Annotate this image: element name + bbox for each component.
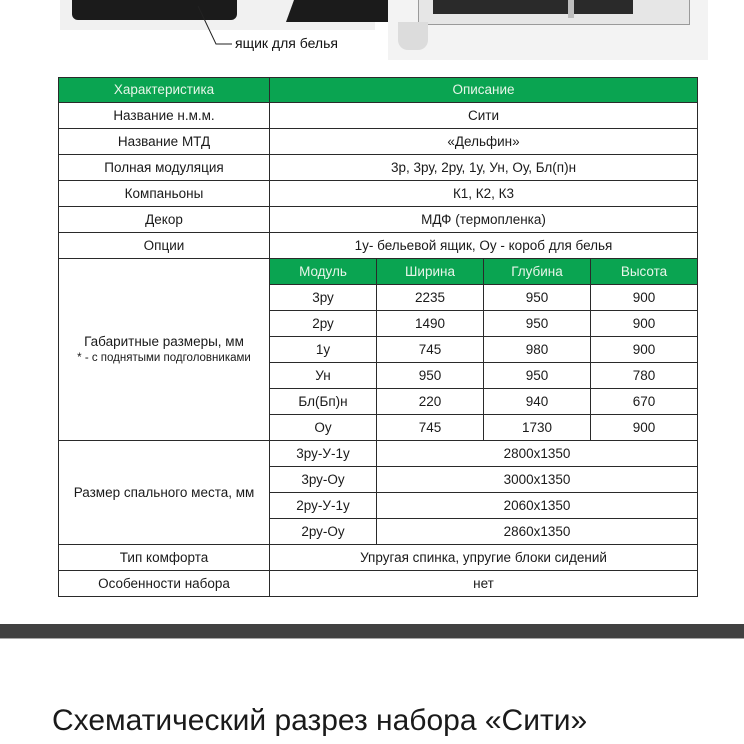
table-row [59,207,698,233]
table-row [59,441,698,467]
caption-leader-line [0,0,744,62]
cell-combination: 3ру-У-1у [270,441,377,467]
dimensions-note: * - с поднятыми подголовниками [77,351,251,364]
row-value: «Дельфин» [270,129,698,155]
table-row [59,103,698,129]
drawer-caption: ящик для белья [235,35,338,51]
cell-depth: 950 [484,311,591,337]
cell-module: 3ру [270,285,377,311]
row-label: Опции [59,233,270,259]
specification-table [58,77,698,597]
row-label: Название МТД [59,129,270,155]
table-row [59,155,698,181]
cell-height: 900 [591,311,698,337]
sleeping-size-label: Размер спального места, мм [59,441,270,545]
row-value: К1, К2, К3 [270,181,698,207]
table-row [59,129,698,155]
cell-width: 1490 [377,311,484,337]
table-row [59,571,698,597]
cell-height: 900 [591,285,698,311]
cell-sleeping-size: 2800х1350 [377,441,698,467]
cell-width: 950 [377,363,484,389]
cell-depth: 940 [484,389,591,415]
row-label: Компаньоны [59,181,270,207]
dimensions-label: Габаритные размеры, мм [84,333,244,349]
cell-module: Бл(Бп)н [270,389,377,415]
cell-height: 900 [591,415,698,441]
cell-height: 900 [591,337,698,363]
cell-sleeping-size: 3000х1350 [377,467,698,493]
cell-depth: 1730 [484,415,591,441]
cell-width: 220 [377,389,484,415]
cell-height: 780 [591,363,698,389]
row-label: Тип комфорта [59,545,270,571]
table-row [59,545,698,571]
cell-combination: 3ру-Оу [270,467,377,493]
dimensions-header-row [59,259,698,285]
cell-depth: 980 [484,337,591,363]
cell-width: 745 [377,337,484,363]
cell-width: 745 [377,415,484,441]
row-value: Упругая спинка, упругие блоки сидений [270,545,698,571]
row-label: Полная модуляция [59,155,270,181]
section-title: Схематический разрез набора «Сити» [52,704,588,737]
cell-height: 670 [591,389,698,415]
table-header-row [59,78,698,103]
cell-sleeping-size: 2860х1350 [377,519,698,545]
column-header-module: Модуль [270,259,377,285]
row-label: Декор [59,207,270,233]
row-value: 1у- бельевой ящик, Оу - короб для белья [270,233,698,259]
row-value: Сити [270,103,698,129]
dimensions-label-cell [59,259,270,441]
section-divider-band [0,624,744,638]
header-characteristic: Характеристика [59,78,270,103]
header-description: Описание [270,78,698,103]
cell-width: 2235 [377,285,484,311]
row-value: МДФ (термопленка) [270,207,698,233]
column-header-height: Высота [591,259,698,285]
cell-depth: 950 [484,285,591,311]
cell-depth: 950 [484,363,591,389]
table-row [59,233,698,259]
row-value: 3р, 3ру, 2ру, 1у, Ун, Оу, Бл(п)н [270,155,698,181]
cell-combination: 2ру-Оу [270,519,377,545]
cell-module: Оу [270,415,377,441]
column-header-depth: Глубина [484,259,591,285]
column-header-width: Ширина [377,259,484,285]
cell-module: 2ру [270,311,377,337]
product-photos [0,0,744,62]
section-divider-line [0,638,744,639]
row-label: Название н.м.м. [59,103,270,129]
cell-module: 1у [270,337,377,363]
row-label: Особенности набора [59,571,270,597]
row-value: нет [270,571,698,597]
cell-module: Ун [270,363,377,389]
cell-sleeping-size: 2060х1350 [377,493,698,519]
table-row [59,181,698,207]
cell-combination: 2ру-У-1у [270,493,377,519]
